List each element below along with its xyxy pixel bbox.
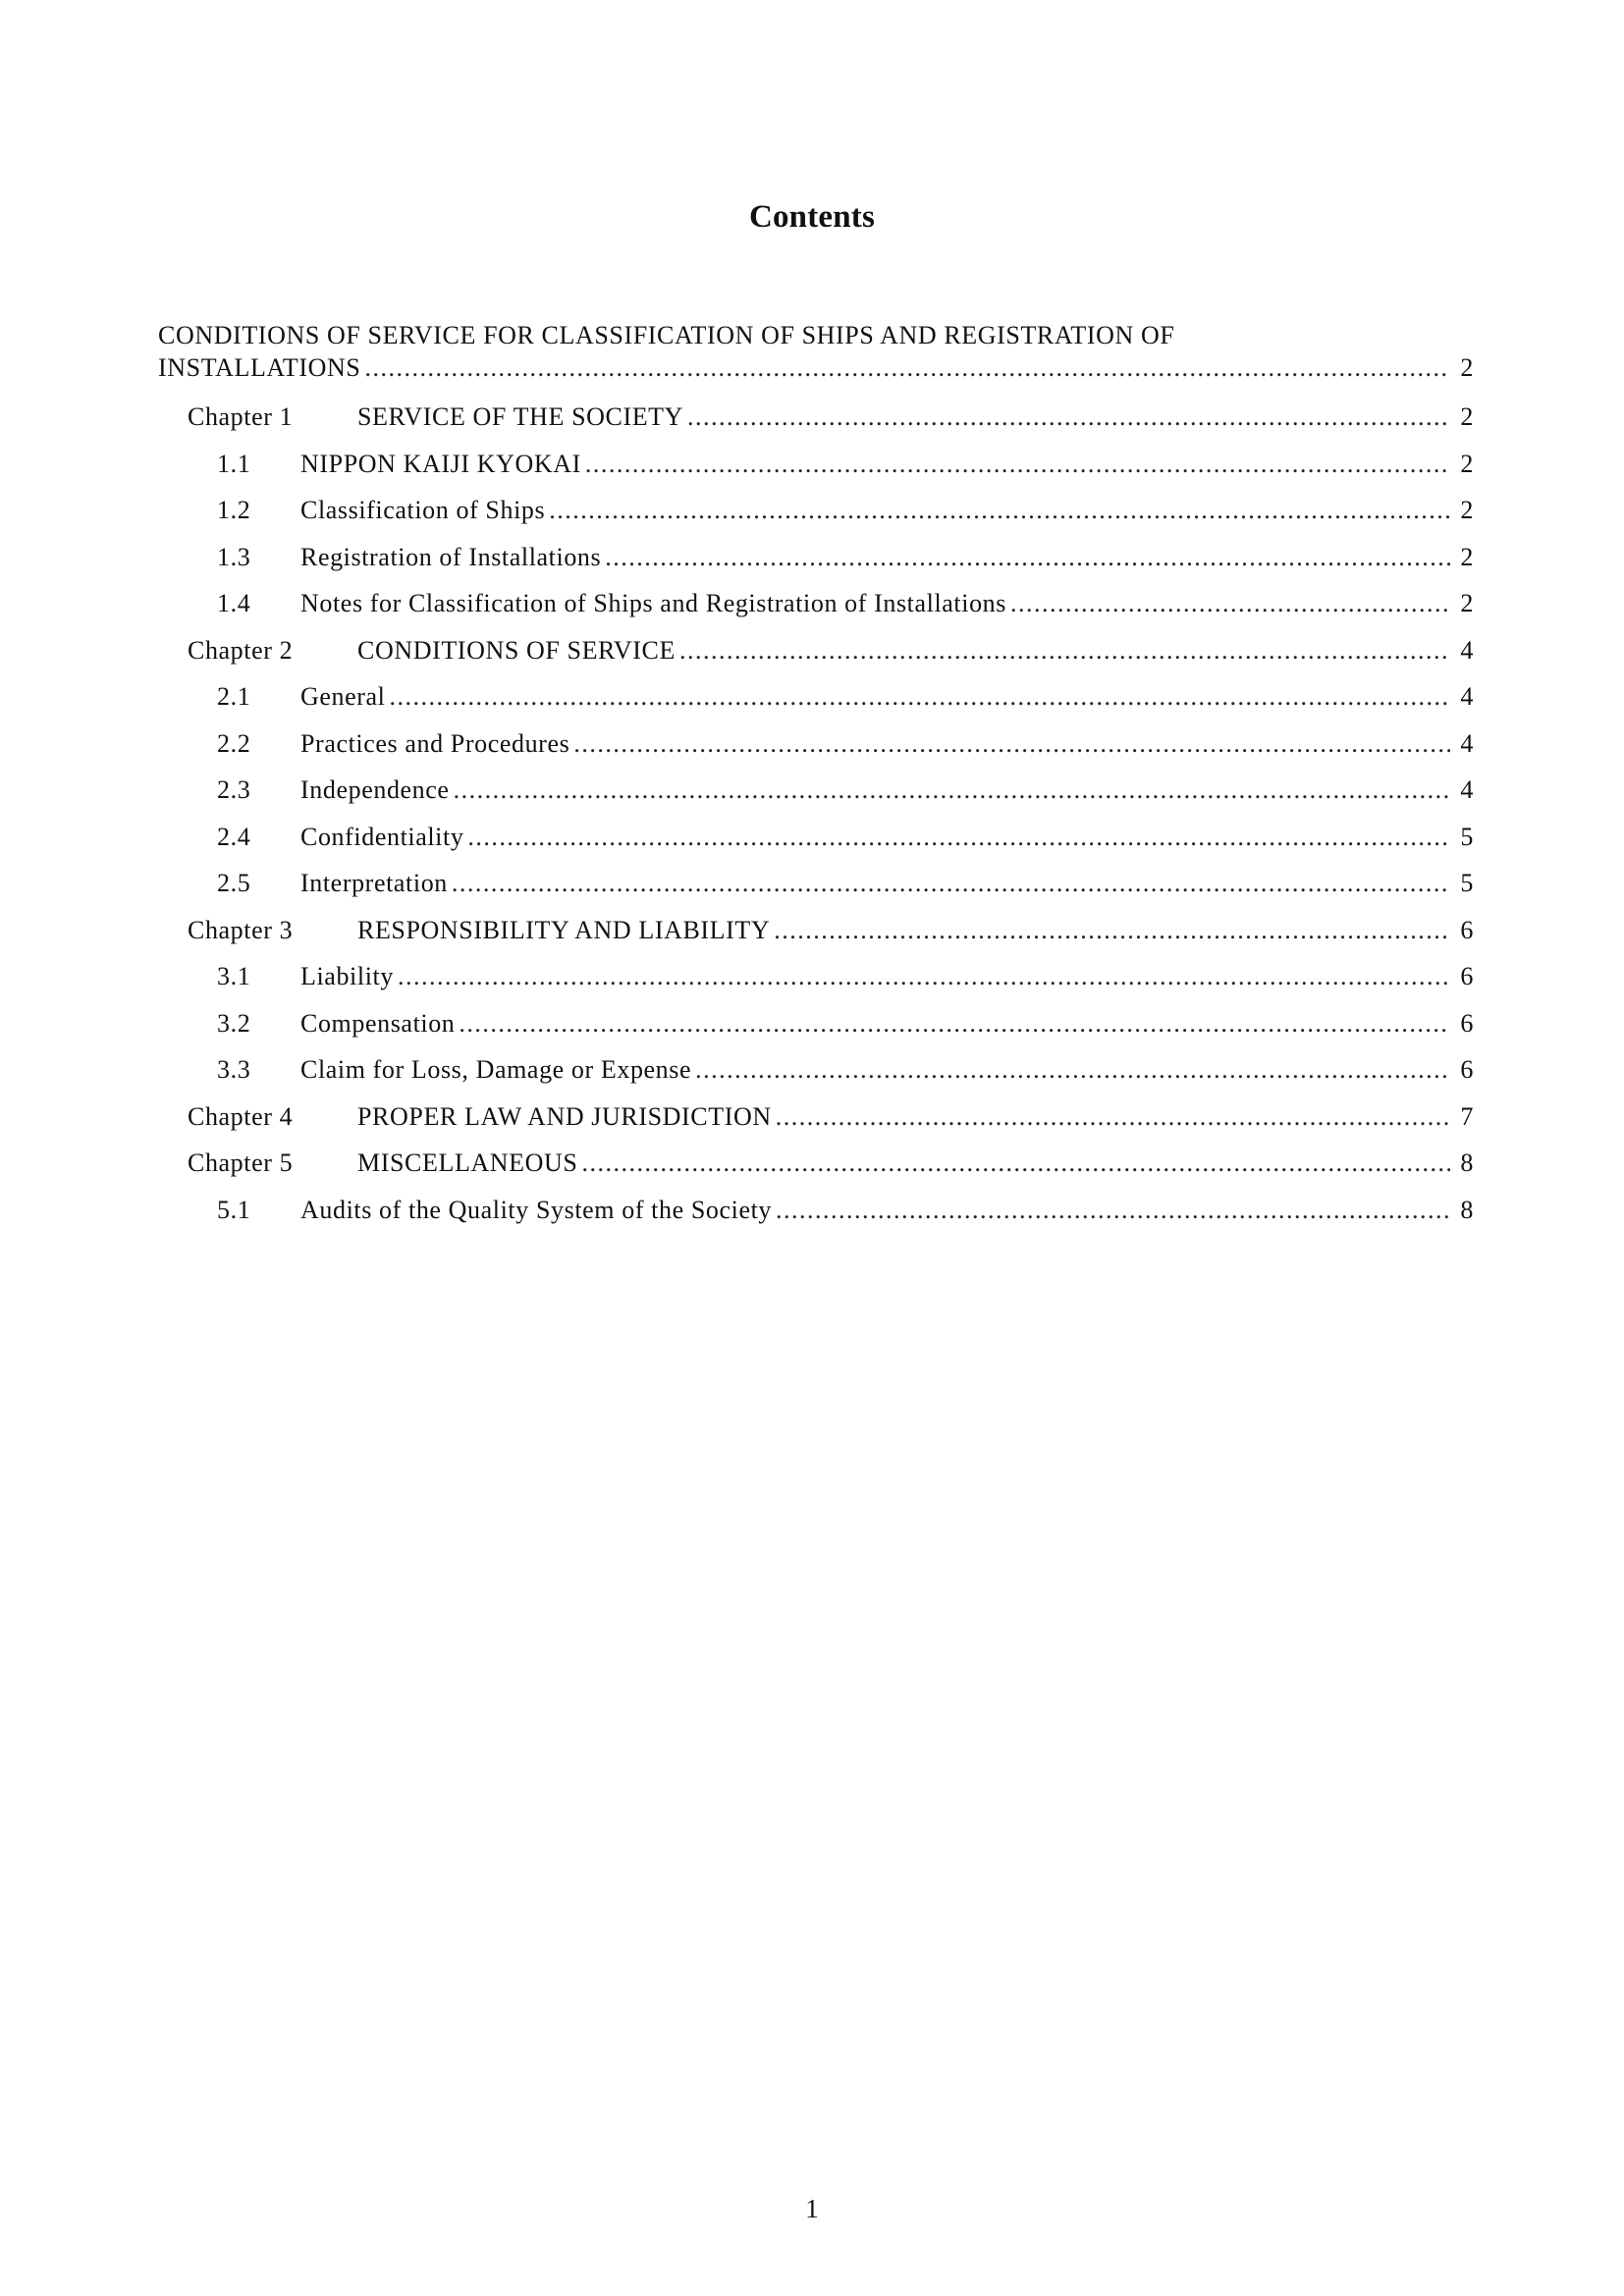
toc-entry-page: 5 (1460, 822, 1474, 851)
toc-entry-section[interactable] (158, 721, 1474, 768)
toc-entry-section[interactable] (158, 1187, 1474, 1234)
toc-entry-text: Confidentiality (300, 822, 464, 851)
toc-entry-chapter[interactable] (158, 907, 1474, 954)
toc-entry-section[interactable] (158, 441, 1474, 488)
toc-entry-lead[interactable] (158, 351, 1474, 384)
dot-leader (364, 351, 1450, 384)
dot-leader (467, 814, 1450, 861)
toc-entries (158, 394, 1474, 1233)
page-title: Contents (748, 199, 876, 235)
toc-entry-chapter[interactable] (158, 1094, 1474, 1141)
dot-leader (459, 1000, 1450, 1047)
toc-entry-number: 1.3 (217, 542, 251, 571)
toc-entry-page: 2 (1460, 496, 1474, 524)
toc-entry-number: Chapter 4 (188, 1101, 294, 1131)
toc-entry-page: 8 (1460, 1195, 1474, 1224)
toc-entry-page: 7 (1460, 1101, 1474, 1131)
dot-leader (695, 1046, 1450, 1094)
toc-entry-section[interactable] (158, 487, 1474, 534)
toc-entry-number: 5.1 (217, 1195, 251, 1224)
toc-entry-page: 2 (1460, 589, 1474, 617)
toc-entry-text: PROPER LAW AND JURISDICTION (357, 1101, 772, 1131)
toc-entry-section[interactable] (158, 580, 1474, 627)
toc-entry-text: Compensation (300, 1008, 456, 1038)
dot-leader (679, 627, 1450, 674)
toc-entry-number: 3.1 (217, 962, 251, 990)
toc-entry-section[interactable] (158, 673, 1474, 721)
toc-entry-chapter[interactable] (158, 394, 1474, 441)
toc-entry-number: 2.4 (217, 822, 251, 851)
toc-entry-text: INSTALLATIONS (158, 353, 361, 382)
toc-entry-number: Chapter 5 (188, 1148, 294, 1177)
toc-entry-text: Registration of Installations (300, 542, 602, 571)
dot-leader (398, 953, 1450, 1000)
toc-entry-number: 2.2 (217, 728, 251, 758)
toc-entry-page: 6 (1460, 1055, 1474, 1084)
toc-entry-text: Audits of the Quality System of the Society (300, 1195, 773, 1224)
dot-leader (389, 673, 1450, 721)
toc-entry-number: 1.1 (217, 449, 251, 478)
toc-lead-line: CONDITIONS OF SERVICE FOR CLASSIFICATION OF SHIPS AND REGISTRATION OF (158, 321, 1175, 349)
toc-entry-section[interactable] (158, 534, 1474, 581)
dot-leader (1010, 580, 1450, 627)
toc-entry-page: 2 (1460, 402, 1474, 431)
toc-entry-page: 6 (1460, 1008, 1474, 1038)
toc-entry-page: 4 (1460, 682, 1474, 711)
toc-entry-text: Liability (300, 962, 394, 990)
toc-entry-text: Classification of Ships (300, 496, 546, 524)
toc-entry-section[interactable] (158, 860, 1474, 907)
toc-entry-page: 4 (1460, 775, 1474, 804)
toc-entry-page: 2 (1460, 353, 1474, 382)
toc-entry-section[interactable] (158, 767, 1474, 814)
toc-entry-number: Chapter 1 (188, 402, 294, 431)
dot-leader (573, 721, 1450, 768)
toc-entry-page: 6 (1460, 915, 1474, 944)
toc-entry-text: Notes for Classification of Ships and Registration of Installations (300, 589, 1006, 617)
toc-entry-page: 4 (1460, 728, 1474, 758)
dot-leader (687, 394, 1450, 441)
table-of-contents (158, 319, 1474, 1233)
toc-entry-page: 8 (1460, 1148, 1474, 1177)
toc-entry-text: Interpretation (300, 869, 448, 897)
toc-entry-text: Practices and Procedures (300, 728, 570, 758)
dot-leader (581, 1140, 1450, 1187)
toc-entry-text: Claim for Loss, Damage or Expense (300, 1055, 692, 1084)
toc-entry-page: 6 (1460, 962, 1474, 990)
toc-entry-chapter[interactable] (158, 1140, 1474, 1187)
toc-entry-text: NIPPON KAIJI KYOKAI (300, 449, 581, 478)
dot-leader (776, 1187, 1450, 1234)
dot-leader (549, 487, 1450, 534)
toc-entry-text: Independence (300, 775, 450, 804)
toc-entry-page: 5 (1460, 869, 1474, 897)
toc-entry-number: 3.3 (217, 1055, 251, 1084)
toc-entry-number: 2.1 (217, 682, 251, 711)
toc-entry-number: 2.3 (217, 775, 251, 804)
dot-leader (776, 1094, 1450, 1141)
toc-entry-text: CONDITIONS OF SERVICE (357, 635, 676, 665)
toc-entry-text: RESPONSIBILITY AND LIABILITY (357, 915, 771, 944)
page-number: 1 (805, 2194, 819, 2223)
toc-entry-page: 2 (1460, 542, 1474, 571)
toc-entry-number: Chapter 3 (188, 915, 294, 944)
toc-entry-section[interactable] (158, 1046, 1474, 1094)
toc-entry-section[interactable] (158, 814, 1474, 861)
toc-entry-section[interactable] (158, 1000, 1474, 1047)
toc-entry-number: 1.4 (217, 589, 251, 617)
toc-entry-section[interactable] (158, 953, 1474, 1000)
dot-leader (454, 767, 1450, 814)
toc-entry-text: General (300, 682, 386, 711)
toc-entry-number: Chapter 2 (188, 635, 294, 665)
dot-leader (452, 860, 1450, 907)
dot-leader (605, 534, 1450, 581)
toc-entry-chapter[interactable] (158, 627, 1474, 674)
toc-entry-page: 4 (1460, 635, 1474, 665)
toc-entry-number: 1.2 (217, 496, 251, 524)
toc-entry-number: 3.2 (217, 1008, 251, 1038)
toc-entry-text: MISCELLANEOUS (357, 1148, 578, 1177)
toc-entry-page: 2 (1460, 449, 1474, 478)
toc-entry-number: 2.5 (217, 869, 251, 897)
dot-leader (585, 441, 1450, 488)
toc-entry-text: SERVICE OF THE SOCIETY (357, 402, 684, 431)
dot-leader (774, 907, 1450, 954)
